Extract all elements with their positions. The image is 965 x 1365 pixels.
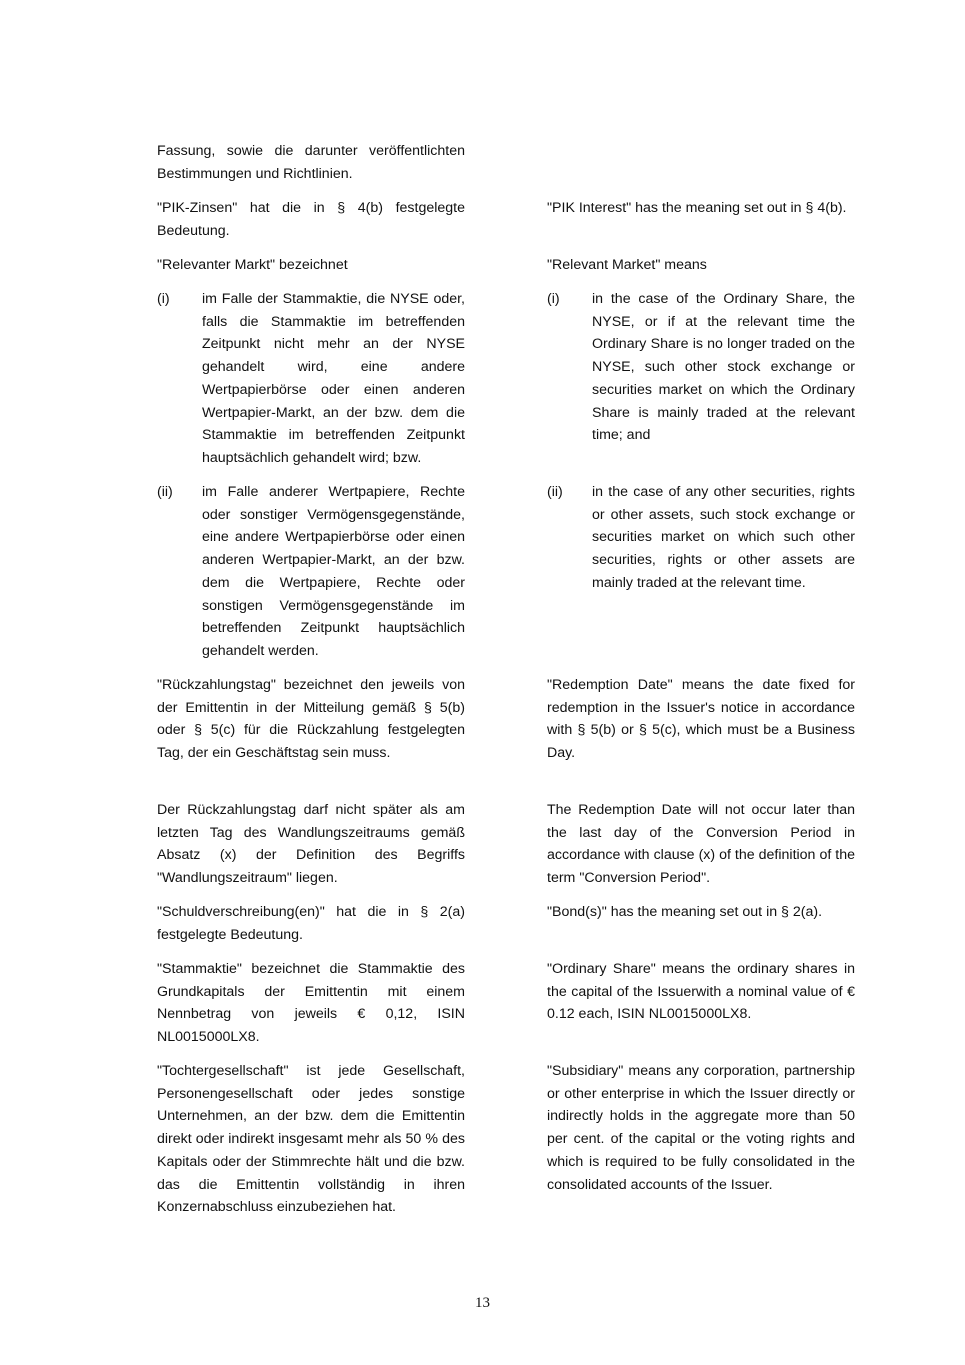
de-tochtergesellschaft-definition — [157, 1060, 465, 1219]
en-bonds-definition — [547, 901, 855, 924]
de-item-ii-number: (ii) — [157, 484, 173, 500]
en-ordinary-share-definition — [547, 958, 855, 1026]
de-schuldverschreibung-definition — [157, 901, 465, 946]
de-tochtergesellschaft-text: "Tochtergesellschaft" ist jede Gesellschaft, Personengesellschaft oder jedes sonstige Unternehmen, an der bzw. dem die Emittentin direkt oder indirekt insgesamt mehr als 50 % des Kapitals oder der Stimmrechte hält und die bzw. das die Emittentin vollständig in ihren Konzernabschluss einzubeziehen hat. — [157, 1063, 465, 1216]
en-list-item-ii — [547, 481, 855, 595]
de-stammaktie-definition — [157, 958, 465, 1049]
en-ordinary-share-text: "Ordinary Share" means the ordinary shares in the capital of the Issuerwith a nominal value of € 0.12 each, ISIN NL0015000LX8. — [547, 961, 855, 1023]
de-list-item-ii — [157, 481, 465, 663]
de-item-i-text: im Falle der Stammaktie, die NYSE oder, falls die Stammaktie im betreffenden Zeitpunkt nicht mehr an der NYSE gehandelt wird, eine andere Wertpapierbörse oder einen anderen Wertpapier-Markt, an der bzw. dem die Stammaktie im betreffenden Zeitpunkt hauptsächlich gehandelt wird; bzw. — [202, 291, 465, 466]
de-rueckzahlungstag-limit — [157, 799, 465, 890]
de-item-ii-text: im Falle anderer Wertpapiere, Rechte oder sonstiger Vermögensgegenstände, eine andere Wertpapierbörse oder einen anderen Wertpapier-Markt, an der bzw. dem die Wertpapiere, Rechte oder sonstigen Vermögensgegenstände im betreffenden Zeitpunkt hauptsächlich gehandelt werden. — [202, 484, 465, 659]
en-item-ii-text: in the case of any other securities, rights or other assets, such stock exchange or securities market on which such other securities, rights or other assets are mainly traded at the relevant time. — [592, 484, 855, 591]
en-pik-interest-definition — [547, 197, 855, 220]
en-redemption-date-limit-text: The Redemption Date will not occur later than the last day of the Conversion Period in accordance with clause (x) of the definition of the term "Conversion Period". — [547, 802, 855, 887]
de-stammaktie-text: "Stammaktie" bezeichnet die Stammaktie des Grundkapitals der Emittentin mit einem Nennbetrag von jeweils € 0,12, ISIN NL0015000LX8. — [157, 961, 465, 1046]
de-pik-zinsen-text: "PIK-Zinsen" hat die in § 4(b) festgelegte Bedeutung. — [157, 200, 465, 239]
en-item-i-text: in the case of the Ordinary Share, the NYSE, or if at the relevant time the Ordinary Share is no longer traded on the NYSE, such other stock exchange or securities market on which the Ordinary Share is mainly traded at the relevant time; and — [592, 291, 855, 444]
en-relevant-market-text: "Relevant Market" means — [547, 257, 707, 273]
de-rueckzahlungstag-text: "Rückzahlungstag" bezeichnet den jeweils von der Emittentin in der Mitteilung gemäß § 5(b) oder § 5(c) für die Rückzahlung festgelegten Tag, der ein Geschäftstag sein muss. — [157, 677, 465, 762]
de-list-item-i — [157, 288, 465, 470]
de-schuldverschreibung-text: "Schuldverschreibung(en)" hat die in § 2(a) festgelegte Bedeutung. — [157, 904, 465, 943]
en-bonds-text: "Bond(s)" has the meaning set out in § 2(a). — [547, 904, 823, 920]
de-rueckzahlungstag-definition — [157, 674, 465, 765]
en-list-item-i — [547, 288, 855, 447]
de-fassung-text: Fassung, sowie die darunter veröffentlichten Bestimmungen und Richtlinien. — [157, 143, 465, 182]
en-redemption-date-definition — [547, 674, 855, 765]
de-relevanter-markt-text: "Relevanter Markt" bezeichnet — [157, 257, 348, 273]
en-redemption-date-text: "Redemption Date" means the date fixed for redemption in the Issuer's notice in accordance with § 5(b) or § 5(c), which must be a Business Day. — [547, 677, 855, 762]
page-number: 13 — [475, 1295, 490, 1311]
en-pik-interest-text: "PIK Interest" has the meaning set out in § 4(b). — [547, 200, 847, 216]
en-item-ii-number: (ii) — [547, 484, 563, 500]
en-relevant-market-definition — [547, 254, 855, 277]
en-item-i-number: (i) — [547, 291, 560, 307]
de-rueckzahlungstag-limit-text: Der Rückzahlungstag darf nicht später als am letzten Tag des Wandlungszeitraums gemäß Absatz (x) der Definition des Begriffs "Wandlungszeitraum" liegen. — [157, 802, 465, 887]
en-redemption-date-limit — [547, 799, 855, 890]
de-item-i-number: (i) — [157, 291, 170, 307]
en-subsidiary-definition — [547, 1060, 855, 1196]
en-subsidiary-text: "Subsidiary" means any corporation, partnership or other enterprise in which the Issuer directly or indirectly holds in the aggregate more than 50 per cent. of the capital or the voting rights and which is required to be fully consolidated in the consolidated accounts of the Issuer. — [547, 1063, 855, 1193]
de-fassung-paragraph — [157, 140, 465, 185]
de-relevanter-markt-definition — [157, 254, 465, 277]
de-pik-zinsen-definition — [157, 197, 465, 242]
